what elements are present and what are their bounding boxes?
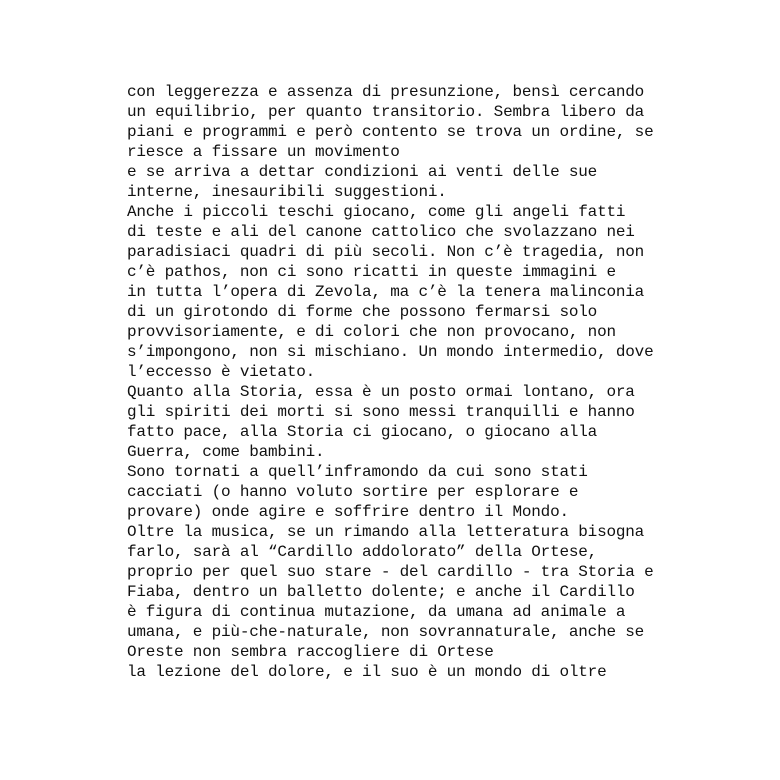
text-line-28: umana, e più-che-naturale, non sovrannaturale, anche se: [127, 623, 645, 641]
text-line-15: l’eccesso è vietato.: [127, 363, 316, 381]
text-line-6: interne, inesauribili suggestioni.: [127, 183, 447, 201]
text-line-22: provare) onde agire e soffrire dentro il Mondo.: [127, 503, 569, 521]
text-line-21: cacciati (o hanno voluto sortire per esplorare e: [127, 483, 579, 501]
text-line-3: piani e programmi e però contento se trova un ordine, se: [127, 123, 654, 141]
text-line-8: di teste e ali del canone cattolico che svolazzano nei: [127, 223, 635, 241]
text-line-13: provvisoriamente, e di colori che non provocano, non: [127, 323, 616, 341]
text-line-17: gli spiriti dei morti si sono messi tranquilli e hanno: [127, 403, 635, 421]
text-line-24: farlo, sarà al “Cardillo addolorato” della Ortese,: [127, 543, 598, 561]
text-line-1: con leggerezza e assenza di presunzione, bensì cercando: [127, 83, 645, 101]
text-line-16: Quanto alla Storia, essa è un posto ormai lontano, ora: [127, 383, 635, 401]
text-line-4: riesce a fissare un movimento: [127, 143, 400, 161]
text-line-26: Fiaba, dentro un balletto dolente; e anche il Cardillo: [127, 583, 635, 601]
text-line-29: Oreste non sembra raccogliere di Ortese: [127, 643, 494, 661]
body-text: [127, 82, 687, 682]
text-line-14: s’impongono, non si mischiano. Un mondo intermedio, dove: [127, 343, 654, 361]
text-line-18: fatto pace, alla Storia ci giocano, o giocano alla: [127, 423, 598, 441]
text-line-7: Anche i piccoli teschi giocano, come gli angeli fatti: [127, 203, 626, 221]
text-line-2: un equilibrio, per quanto transitorio. Sembra libero da: [127, 103, 645, 121]
text-line-11: in tutta l’opera di Zevola, ma c’è la tenera malinconia: [127, 283, 645, 301]
text-line-9: paradisiaci quadri di più secoli. Non c’è tragedia, non: [127, 243, 645, 261]
text-line-19: Guerra, come bambini.: [127, 443, 325, 461]
text-line-30: la lezione del dolore, e il suo è un mondo di oltre: [127, 663, 607, 681]
text-line-23: Oltre la musica, se un rimando alla letteratura bisogna: [127, 523, 645, 541]
text-line-25: proprio per quel suo stare - del cardillo - tra Storia e: [127, 563, 654, 581]
text-line-5: e se arriva a dettar condizioni ai venti delle sue: [127, 163, 598, 181]
text-line-20: Sono tornati a quell’inframondo da cui sono stati: [127, 463, 588, 481]
text-line-12: di un girotondo di forme che possono fermarsi solo: [127, 303, 598, 321]
text-line-10: c’è pathos, non ci sono ricatti in queste immagini e: [127, 263, 616, 281]
text-line-27: è figura di continua mutazione, da umana ad animale a: [127, 603, 626, 621]
